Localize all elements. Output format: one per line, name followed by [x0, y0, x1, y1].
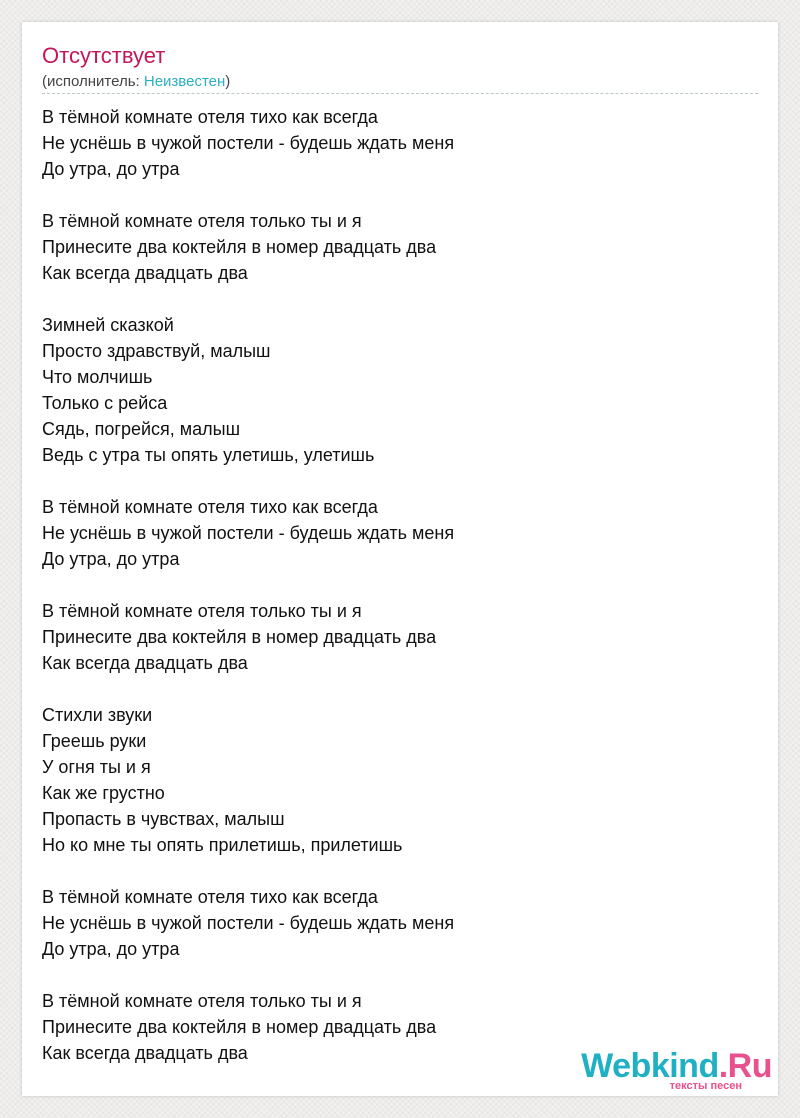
- webkind-logo[interactable]: [581, 1048, 772, 1092]
- lyrics-stanza: [42, 104, 758, 182]
- lyrics-line: У огня ты и я: [42, 757, 151, 777]
- lyrics-line: До утра, до утра: [42, 939, 180, 959]
- lyrics-line: Как всегда двадцать два: [42, 653, 248, 673]
- divider: [42, 93, 758, 94]
- lyrics-stanza: [42, 208, 758, 286]
- lyrics-body: [42, 104, 758, 1092]
- lyrics-stanza: [42, 884, 758, 962]
- logo-wordmark: [581, 1048, 772, 1084]
- lyrics-line: В тёмной комнате отеля только ты и я: [42, 991, 362, 1011]
- artist-prefix: (исполнитель:: [42, 73, 144, 90]
- lyrics-stanza: [42, 312, 758, 468]
- artist-link[interactable]: Неизвестен: [143, 73, 226, 90]
- lyrics-line: В тёмной комнате отеля тихо как всегда: [42, 887, 378, 907]
- lyrics-sheet: [22, 22, 778, 1096]
- lyrics-line: Как же грустно: [42, 783, 165, 803]
- lyrics-line: Зимней сказкой: [42, 315, 174, 335]
- lyrics-line: В тёмной комнате отеля только ты и я: [42, 601, 362, 621]
- lyrics-line: Только с рейса: [42, 393, 168, 413]
- lyrics-line: Принесите два коктейля в номер двадцать два: [42, 237, 437, 257]
- lyrics-line: В тёмной комнате отеля тихо как всегда: [42, 497, 378, 517]
- lyrics-line: Не уснёшь в чужой постели - будешь ждать меня: [42, 133, 455, 153]
- lyrics-line: До утра, до утра: [42, 159, 180, 179]
- lyrics-line: Принесите два коктейля в номер двадцать два: [42, 1017, 437, 1037]
- logo-main-text: Webkind: [581, 1047, 719, 1085]
- lyrics-line: Что молчишь: [42, 367, 153, 387]
- lyrics-line: До утра, до утра: [42, 549, 180, 569]
- lyrics-line: Греешь руки: [42, 731, 147, 751]
- lyrics-line: В тёмной комнате отеля тихо как всегда: [42, 107, 378, 127]
- lyrics-line: Сядь, погрейся, малыш: [42, 419, 241, 439]
- logo-subtitle: тексты песен: [669, 1080, 742, 1092]
- lyrics-line: В тёмной комнате отеля только ты и я: [42, 211, 362, 231]
- artist-line: [42, 72, 230, 92]
- lyrics-line: Не уснёшь в чужой постели - будешь ждать меня: [42, 913, 455, 933]
- lyrics-line: Как всегда двадцать два: [42, 263, 248, 283]
- lyrics-line: Стихли звуки: [42, 705, 153, 725]
- logo-tld-text: .Ru: [718, 1047, 772, 1085]
- lyrics-line: Не уснёшь в чужой постели - будешь ждать меня: [42, 523, 455, 543]
- lyrics-line: Но ко мне ты опять прилетишь, прилетишь: [42, 835, 403, 855]
- lyrics-line: Просто здравствуй, малыш: [42, 341, 271, 361]
- artist-suffix: ): [225, 73, 231, 90]
- lyrics-line: Ведь с утра ты опять улетишь, улетишь: [42, 445, 375, 465]
- lyrics-stanza: [42, 598, 758, 676]
- lyrics-stanza: [42, 494, 758, 572]
- song-title: Отсутствует: [42, 43, 166, 68]
- lyrics-line: Как всегда двадцать два: [42, 1043, 248, 1063]
- lyrics-stanza: [42, 702, 758, 858]
- lyrics-line: Пропасть в чувствах, малыш: [42, 809, 285, 829]
- lyrics-line: Принесите два коктейля в номер двадцать два: [42, 627, 437, 647]
